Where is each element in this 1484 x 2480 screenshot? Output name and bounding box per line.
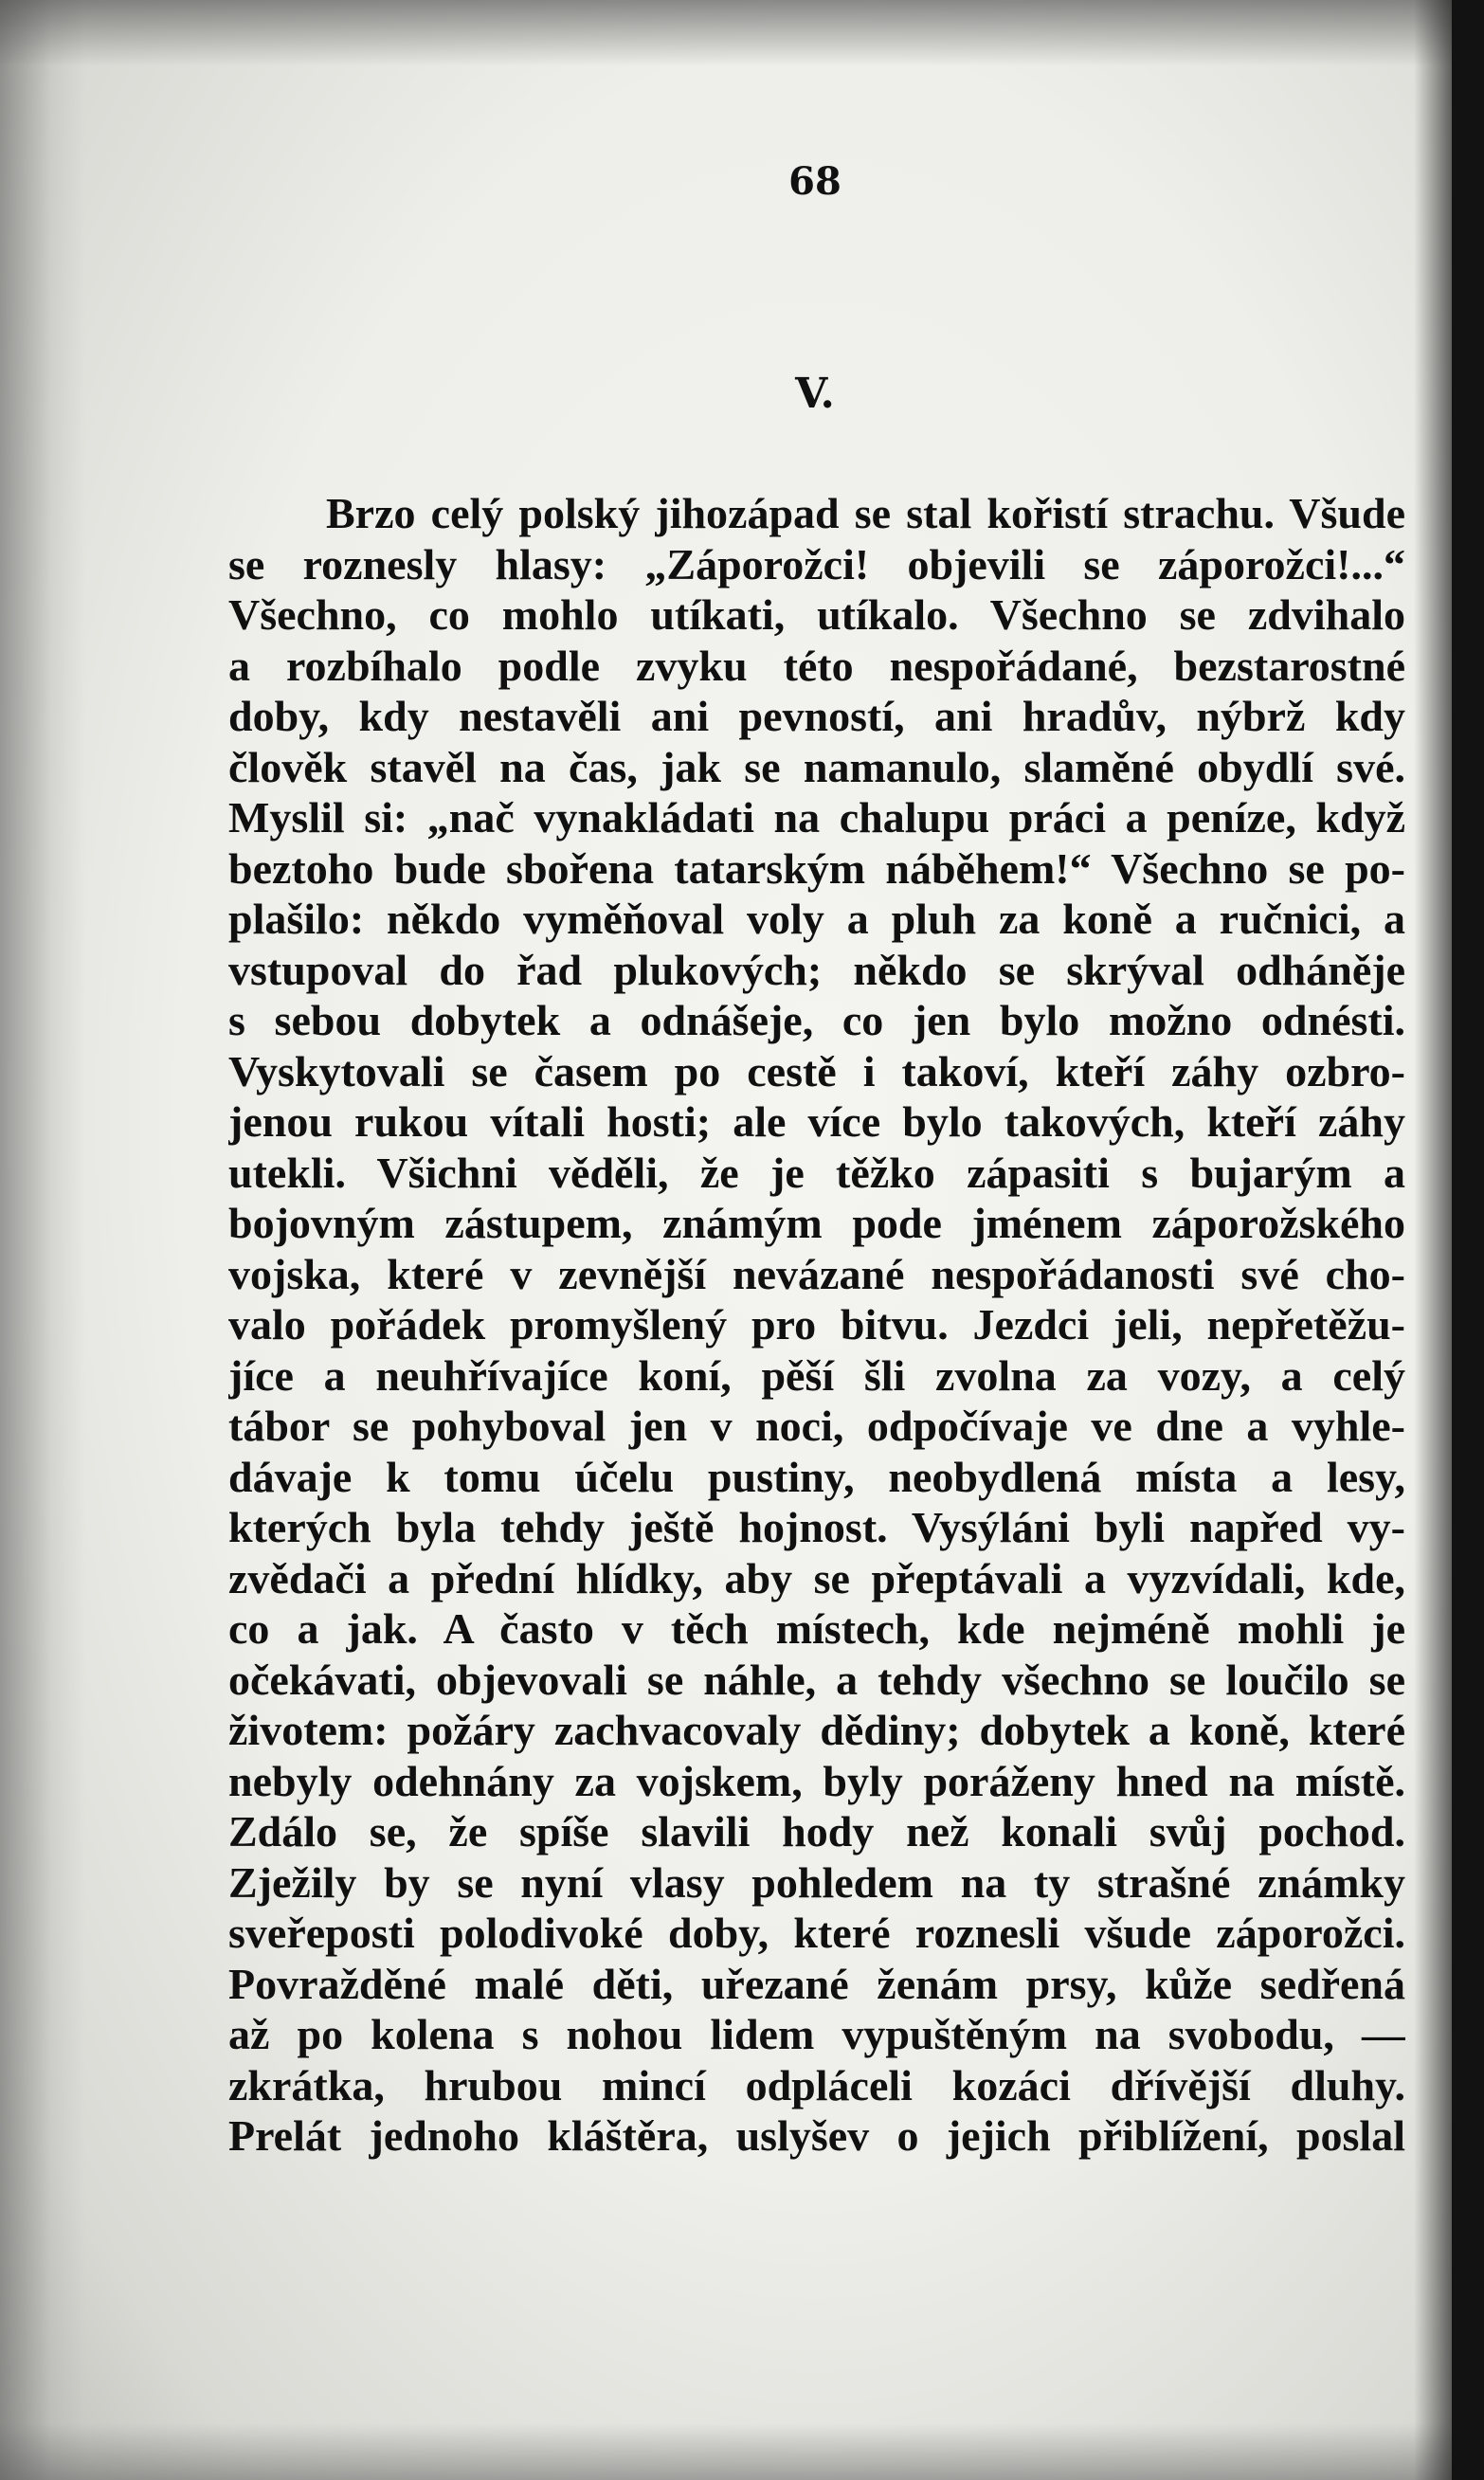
- text-line: s sebou dobytek a odnášeje, co jen bylo možno odnésti.: [228, 996, 1405, 1044]
- text-line: Zježily by se nyní vlasy pohledem na ty strašné známky: [228, 1857, 1405, 1907]
- text-line: sveřeposti polodivoké doby, které roznesli všude záporožci.: [228, 1909, 1405, 1957]
- text-line: očekávati, objevovali se náhle, a tehdy všechno se loučilo se: [228, 1655, 1405, 1704]
- text-line: Zdálo se, že spíše slavili hody než konali svůj pochod.: [228, 1807, 1405, 1855]
- page-bottom-shadow: [0, 2423, 1484, 2480]
- body-text: [228, 488, 1405, 2162]
- text-line: životem: požáry zachvacovaly dědiny; dobytek a koně, které: [228, 1706, 1405, 1754]
- text-line: plašilo: někdo vyměňoval voly a pluh za koně a ručnici, a: [228, 895, 1405, 943]
- text-line: valo pořádek promyšlený pro bitvu. Jezdci jeli, nepřetěžu-: [228, 1300, 1405, 1349]
- text-line: doby, kdy nestavěli ani pevností, ani hradův, nýbrž kdy: [228, 692, 1405, 740]
- chapter-heading: V.: [795, 370, 835, 418]
- text-line: dávaje k tomu účelu pustiny, neobydlená místa a lesy,: [228, 1452, 1405, 1501]
- text-line: Myslil si: „nač vynakládati na chalupu práci a peníze, když: [228, 793, 1405, 842]
- text-line: se roznesly hlasy: „Záporožci! objevili se záporožci!...“: [228, 539, 1405, 588]
- text-line: jenou rukou vítali hosti; ale více bylo takových, kteří záhy: [228, 1097, 1405, 1146]
- text-line: utekli. Všichni věděli, že je těžko zápasiti s bujarým a: [228, 1148, 1405, 1197]
- text-line: člověk stavěl na čas, jak se namanulo, slaměné obydlí své.: [228, 742, 1405, 791]
- text-line: Brzo celý polský jihozápad se stal kořistí strachu. Všude: [326, 489, 1405, 537]
- text-line: zvědači a přední hlídky, aby se přeptávali a vyzvídali, kde,: [228, 1553, 1405, 1602]
- text-line: vstupoval do řad plukových; někdo se skrýval odháněje: [228, 945, 1405, 994]
- text-line: Prelát jednoho kláštěra, uslyšev o jejich přiblížení, poslal: [228, 2111, 1405, 2160]
- text-line: co a jak. A často v těch místech, kde nejméně mohli je: [228, 1604, 1405, 1653]
- text-line: Všechno, co mohlo utíkati, utíkalo. Všechno se zdvihalo: [228, 590, 1405, 639]
- text-line: bojovným zástupem, známým pode jménem záporožského: [228, 1199, 1405, 1247]
- text-line: Povražděné malé děti, uřezané ženám prsy, kůže sedřená: [228, 1959, 1405, 2008]
- text-line: tábor se pohyboval jen v noci, odpočívaje ve dne a vyhle-: [228, 1402, 1405, 1450]
- text-line: až po kolena s nohou lidem vypuštěným na svobodu, —: [228, 2010, 1405, 2058]
- text-line: a rozbíhalo podle zvyku této nespořádané, bezstarostné: [228, 641, 1405, 690]
- text-line: Vyskytovali se časem po cestě i takoví, kteří záhy ozbro-: [228, 1046, 1405, 1095]
- text-line: kterých byla tehdy ještě hojnost. Vysýláni byli napřed vy-: [228, 1503, 1405, 1551]
- text-line: zkrátka, hrubou mincí odpláceli kozáci dřívější dluhy.: [228, 2060, 1405, 2109]
- text-line: vojska, které v zevnější nevázané nespořádanosti své cho-: [228, 1249, 1405, 1298]
- text-line: beztoho bude sbořena tatarským náběhem!“ Všechno se po-: [228, 843, 1405, 893]
- text-line: nebyly odehnány za vojskem, byly poráženy hned na místě.: [228, 1756, 1405, 1805]
- page-number: 68: [788, 159, 842, 204]
- text-line: jíce a neuhřívajíce koní, pěší šli zvolna za vozy, a celý: [228, 1350, 1405, 1400]
- page-top-shadow: [0, 0, 1484, 66]
